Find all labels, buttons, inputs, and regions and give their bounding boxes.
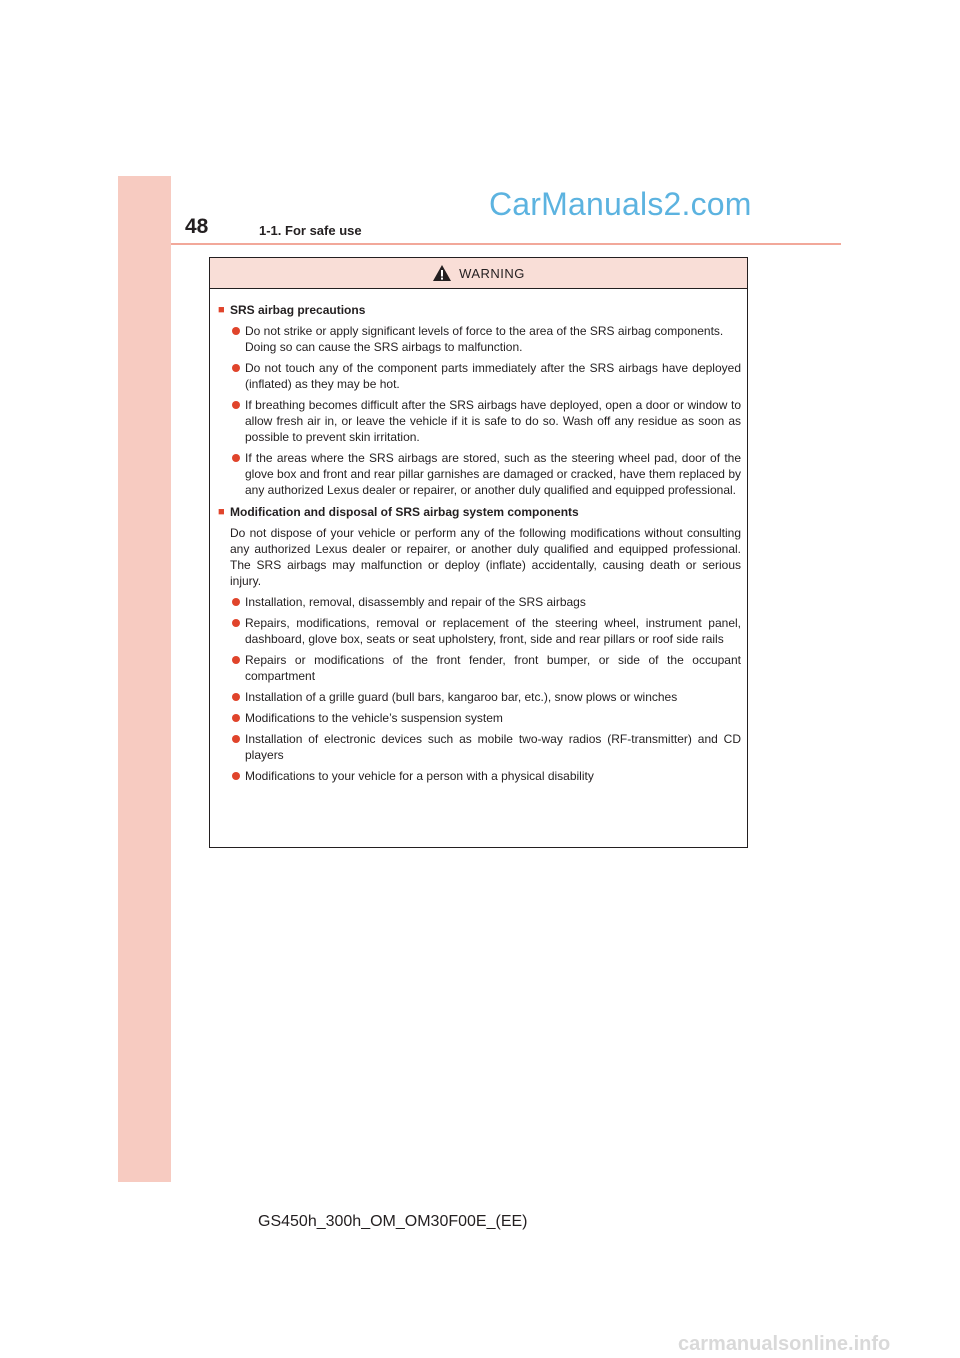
- item-text: Repairs or modifications of the front fender, front bumper, or side of the occupant compartment: [245, 653, 741, 683]
- list-item: [232, 652, 741, 684]
- item-text: Installation of electronic devices such as mobile two-way radios (RF-transmitter) and CD players: [245, 732, 741, 762]
- item-text: If breathing becomes difficult after the SRS airbags have deployed, open a door or window to allow fresh air in, or leave the vehicle if it is safe to do so. Wash off any residue as soon as possible to prevent skin irritation.: [245, 398, 741, 444]
- warning-box: [209, 257, 748, 848]
- bullet-icon: [232, 714, 240, 722]
- section-intro: Do not dispose of your vehicle or perform any of the following modifications without consulting any authorized Lexus dealer or repairer, or another duly qualified and equipped professional. The SRS airbags may malfunction or deploy (inflate) accidentally, causing death or serious injury.: [230, 526, 741, 588]
- square-bullet-icon: ■: [218, 304, 225, 316]
- item-text: Installation of a grille guard (bull bars, kangaroo bar, etc.), snow plows or winches: [245, 690, 678, 704]
- item-text: If the areas where the SRS airbags are stored, such as the steering wheel pad, door of the glove box and front and rear pillar garnishes are damaged or cracked, have them replaced by any authorized Lexus dealer or repairer, or another duly qualified and equipped professional.: [245, 451, 741, 497]
- footer-code: GS450h_300h_OM_OM30F00E_(EE): [258, 1213, 528, 1230]
- bullet-icon: [232, 364, 240, 372]
- watermark-logo: CarManuals2.com: [489, 186, 752, 222]
- bullet-icon: [232, 598, 240, 606]
- bullet-icon: [232, 454, 240, 462]
- list-item: [232, 323, 741, 355]
- bullet-icon: [232, 401, 240, 409]
- list-item: [232, 594, 741, 610]
- bullet-icon: [232, 619, 240, 627]
- list-item: [232, 397, 741, 445]
- list-item: [232, 450, 741, 498]
- page-number: 48: [185, 215, 209, 238]
- bullet-icon: [232, 772, 240, 780]
- item-text: Do not touch any of the component parts immediately after the SRS airbags have deployed (inflated) as they may be hot.: [245, 361, 741, 391]
- list-item: [232, 615, 741, 647]
- square-bullet-icon: ■: [218, 506, 225, 518]
- section-title: 1-1. For safe use: [259, 223, 362, 238]
- item-text: Do not strike or apply significant levels of force to the area of the SRS airbag components. Doing so can cause the SRS airbags to malfunction.: [245, 324, 724, 354]
- section-heading: ■ Modification and disposal of SRS airbag system components: [218, 505, 579, 519]
- item-text: Repairs, modifications, removal or replacement of the steering wheel, instrument panel, dashboard, glove box, seats or seat upholstery, front, side and rear pillars or roof side rails: [245, 616, 741, 646]
- list-item: [232, 768, 741, 784]
- section-heading: ■ SRS airbag precautions: [218, 303, 366, 317]
- list-item: [232, 360, 741, 392]
- item-text: Modifications to your vehicle for a person with a physical disability: [245, 769, 594, 783]
- warning-header: [210, 258, 747, 289]
- side-band: [118, 176, 171, 1182]
- warning-triangle-icon: [432, 264, 452, 282]
- list-item: [232, 731, 741, 763]
- bullet-icon: [232, 656, 240, 664]
- watermark-footer: carmanualsonline.info: [678, 1333, 891, 1355]
- warning-title: WARNING: [459, 265, 525, 281]
- list-item: [232, 689, 741, 705]
- item-text: Installation, removal, disassembly and repair of the SRS airbags: [245, 595, 586, 609]
- list-item: [232, 710, 741, 726]
- bullet-icon: [232, 693, 240, 701]
- bullet-icon: [232, 327, 240, 335]
- item-text: Modifications to the vehicle’s suspension system: [245, 711, 503, 725]
- bullet-icon: [232, 735, 240, 743]
- warning-body: [210, 289, 747, 784]
- header-rule: [171, 243, 841, 245]
